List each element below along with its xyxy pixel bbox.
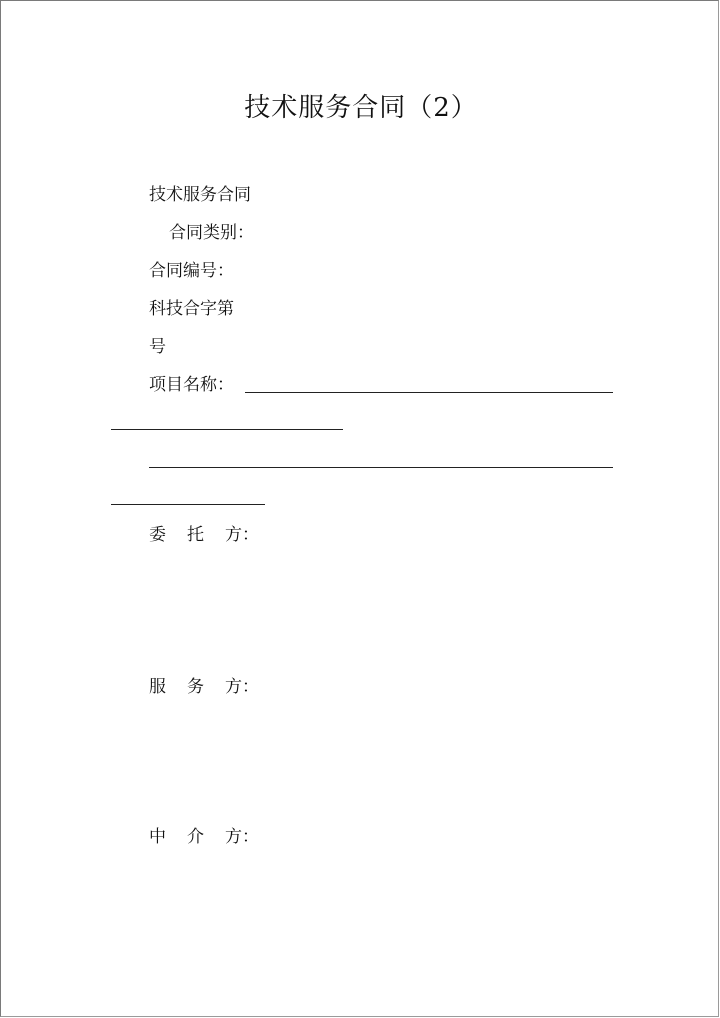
project-name-underline-second-continued <box>111 504 265 505</box>
service-provider-label-char-2: 务 <box>187 677 204 697</box>
intermediary-label <box>149 827 259 847</box>
client-label-char-2: 托 <box>187 525 204 545</box>
service-provider-label-char-3: 方： <box>225 677 259 697</box>
project-name-underline-second <box>149 467 613 468</box>
intermediary-label-char-1: 中 <box>149 827 166 847</box>
number-suffix: 号 <box>149 337 166 357</box>
client-label <box>149 525 259 545</box>
intermediary-label-char-2: 介 <box>187 827 204 847</box>
contract-number-label: 合同编号： <box>149 261 234 281</box>
number-prefix: 科技合字第 <box>149 299 234 319</box>
client-label-char-3: 方： <box>225 525 259 545</box>
contract-type-label: 合同类别： <box>169 223 254 243</box>
project-name-underline-continued <box>111 429 343 430</box>
intermediary-label-char-3: 方： <box>225 827 259 847</box>
client-label-char-1: 委 <box>149 525 166 545</box>
service-provider-label <box>149 677 259 697</box>
service-provider-label-char-1: 服 <box>149 677 166 697</box>
project-name-label: 项目名称： <box>149 375 234 395</box>
contract-heading: 技术服务合同 <box>149 185 251 205</box>
project-name-underline <box>245 392 613 393</box>
document-title: 技术服务合同（2） <box>244 93 478 123</box>
